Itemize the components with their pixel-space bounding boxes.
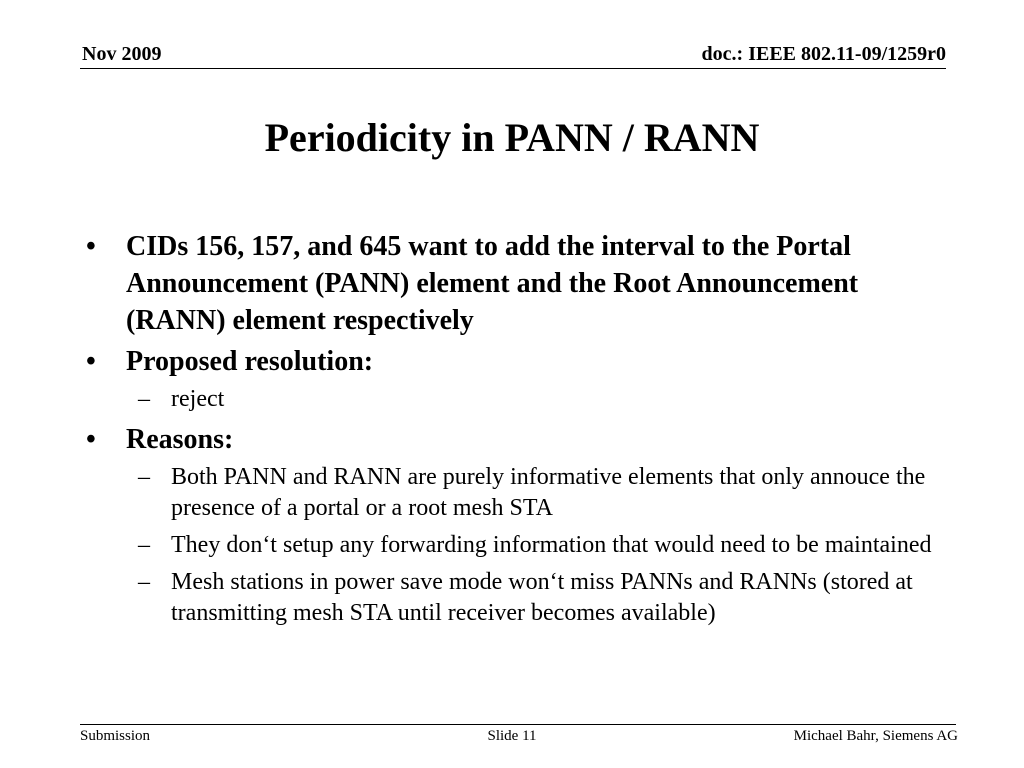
bullet-text: CIDs 156, 157, and 645 want to add the interval to the Portal Announcement (PANN) element and the Root Announcement (RANN) element respectively: [126, 231, 859, 336]
bullet-text: Reasons:: [126, 424, 234, 455]
slide-body: [82, 228, 962, 635]
dash-marker: –: [138, 386, 150, 412]
header-divider: [80, 68, 946, 69]
footer-slide-number: Slide 11: [487, 728, 537, 744]
sub-bullet-item: [82, 384, 962, 415]
sub-bullet-text: Both PANN and RANN are purely informative elements that only annouce the presence of a portal or a root mesh STA: [171, 464, 926, 521]
bullet-item: [82, 228, 962, 339]
sub-bullet-text: Mesh stations in power save mode won‘t miss PANNs and RANNs (stored at transmitting mesh STA until receiver becomes available): [171, 569, 913, 626]
bullet-marker: •: [86, 346, 96, 377]
bullet-item: [82, 343, 962, 380]
sub-bullet-text: They don‘t setup any forwarding information that would need to be maintained: [171, 532, 932, 558]
dash-marker: –: [138, 569, 150, 595]
sub-bullet-item: [82, 462, 962, 524]
footer-author: Michael Bahr, Siemens AG: [793, 728, 958, 744]
bullet-marker: •: [86, 231, 96, 262]
slide-title: Periodicity in PANN / RANN: [264, 115, 760, 160]
bullet-text: Proposed resolution:: [126, 346, 374, 377]
sub-bullet-item: [82, 567, 962, 629]
bullet-item: [82, 421, 962, 458]
header-date: Nov 2009: [82, 43, 162, 65]
dash-marker: –: [138, 464, 150, 490]
bullet-marker: •: [86, 424, 96, 455]
dash-marker: –: [138, 532, 150, 558]
sub-bullet-item: [82, 530, 962, 561]
sub-bullet-text: reject: [171, 386, 225, 412]
header-doc-id: doc.: IEEE 802.11-09/1259r0: [701, 43, 946, 65]
footer-divider: [80, 724, 956, 725]
footer-submission: Submission: [80, 728, 151, 744]
